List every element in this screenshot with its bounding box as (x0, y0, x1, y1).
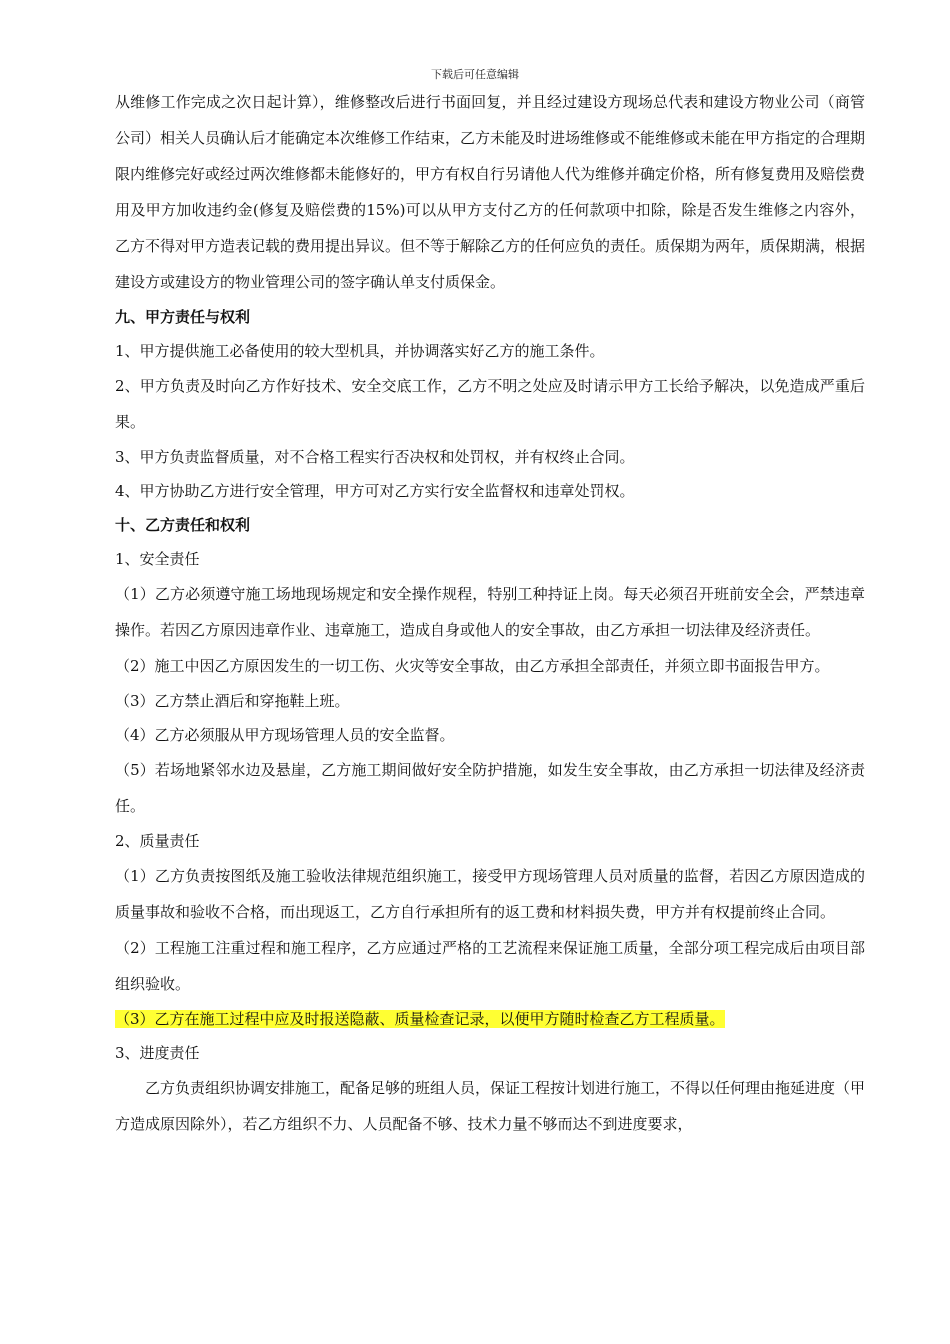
document-body (115, 84, 865, 1142)
safety-item-2: （2）施工中因乙方原因发生的一切工伤、火灾等安全事故，由乙方承担全部责任，并须立即书面报告甲方。 (115, 657, 830, 675)
paragraph-warranty: 从维修工作完成之次日起计算），维修整改后进行书面回复，并且经过建设方现场总代表和建设方物业公司（商管公司）相关人员确认后才能确定本次维修工作结束，乙方未能及时进场维修或不能维修或未能在甲方指定的合理期限内维修完好或经过两次维修都未能修好的，甲方有权自行另请他人代为维修并确定价格，所有修复费用及赔偿费用及甲方加收违约金(修复及赔偿费的15%)可以从甲方支付乙方的任何款项中扣除，除是否发生维修之内容外，乙方不得对甲方造表记载的费用提出异议。但不等于解除乙方的任何应负的责任。质保期为两年，质保期满，根据建设方或建设方的物业管理公司的签字确认单支付质保金。 (115, 93, 866, 291)
party-a-item-4: 4、甲方协助乙方进行安全管理，甲方可对乙方实行安全监督权和违章处罚权。 (115, 482, 635, 500)
section-heading-party-a: 九、甲方责任与权利 (115, 308, 251, 326)
subheading-quality: 2、质量责任 (115, 832, 200, 850)
page-header: 下载后可任意编辑 (431, 68, 519, 81)
safety-item-4: （4）乙方必须服从甲方现场管理人员的安全监督。 (115, 726, 455, 744)
highlighted-text: （3）乙方在施工过程中应及时报送隐蔽、质量检查记录，以便甲方随时检查乙方工程质量。 (115, 1010, 725, 1028)
party-a-item-3: 3、甲方负责监督质量，对不合格工程实行否决权和处罚权，并有权终止合同。 (115, 448, 635, 466)
quality-item-1: （1）乙方负责按图纸及施工验收法律规范组织施工，接受甲方现场管理人员对质量的监督，若因乙方原因造成的质量事故和验收不合格，而出现返工，乙方自行承担所有的返工费和材料损失费，甲方并有权提前终止合同。 (115, 867, 865, 921)
progress-item-1: 乙方负责组织协调安排施工，配备足够的班组人员，保证工程按计划进行施工，不得以任何理由拖延进度（甲方造成原因除外），若乙方组织不力、人员配备不够、技术力量不够而达不到进度要求， (115, 1079, 866, 1133)
quality-item-3 (115, 1002, 865, 1036)
safety-item-3: （3）乙方禁止酒后和穿拖鞋上班。 (115, 692, 350, 710)
subheading-progress: 3、进度责任 (115, 1044, 200, 1062)
subheading-safety: 1、安全责任 (115, 550, 200, 568)
safety-item-5: （5）若场地紧邻水边及悬崖，乙方施工期间做好安全防护措施，如发生安全事故，由乙方承担一切法律及经济责任。 (115, 761, 865, 815)
quality-item-2: （2）工程施工注重过程和施工程序，乙方应通过严格的工艺流程来保证施工质量，全部分项工程完成后由项目部组织验收。 (115, 939, 865, 993)
section-heading-party-b: 十、乙方责任和权利 (115, 516, 251, 534)
party-a-item-1: 1、甲方提供施工必备使用的较大型机具，并协调落实好乙方的施工条件。 (115, 342, 605, 360)
party-a-item-2: 2、甲方负责及时向乙方作好技术、安全交底工作，乙方不明之处应及时请示甲方工长给予解决，以免造成严重后果。 (115, 377, 865, 431)
safety-item-1: （1）乙方必须遵守施工场地现场规定和安全操作规程，特别工种持证上岗。每天必须召开班前安全会，严禁违章操作。若因乙方原因违章作业、违章施工，造成自身或他人的安全事故，由乙方承担一切法律及经济责任。 (115, 585, 865, 639)
